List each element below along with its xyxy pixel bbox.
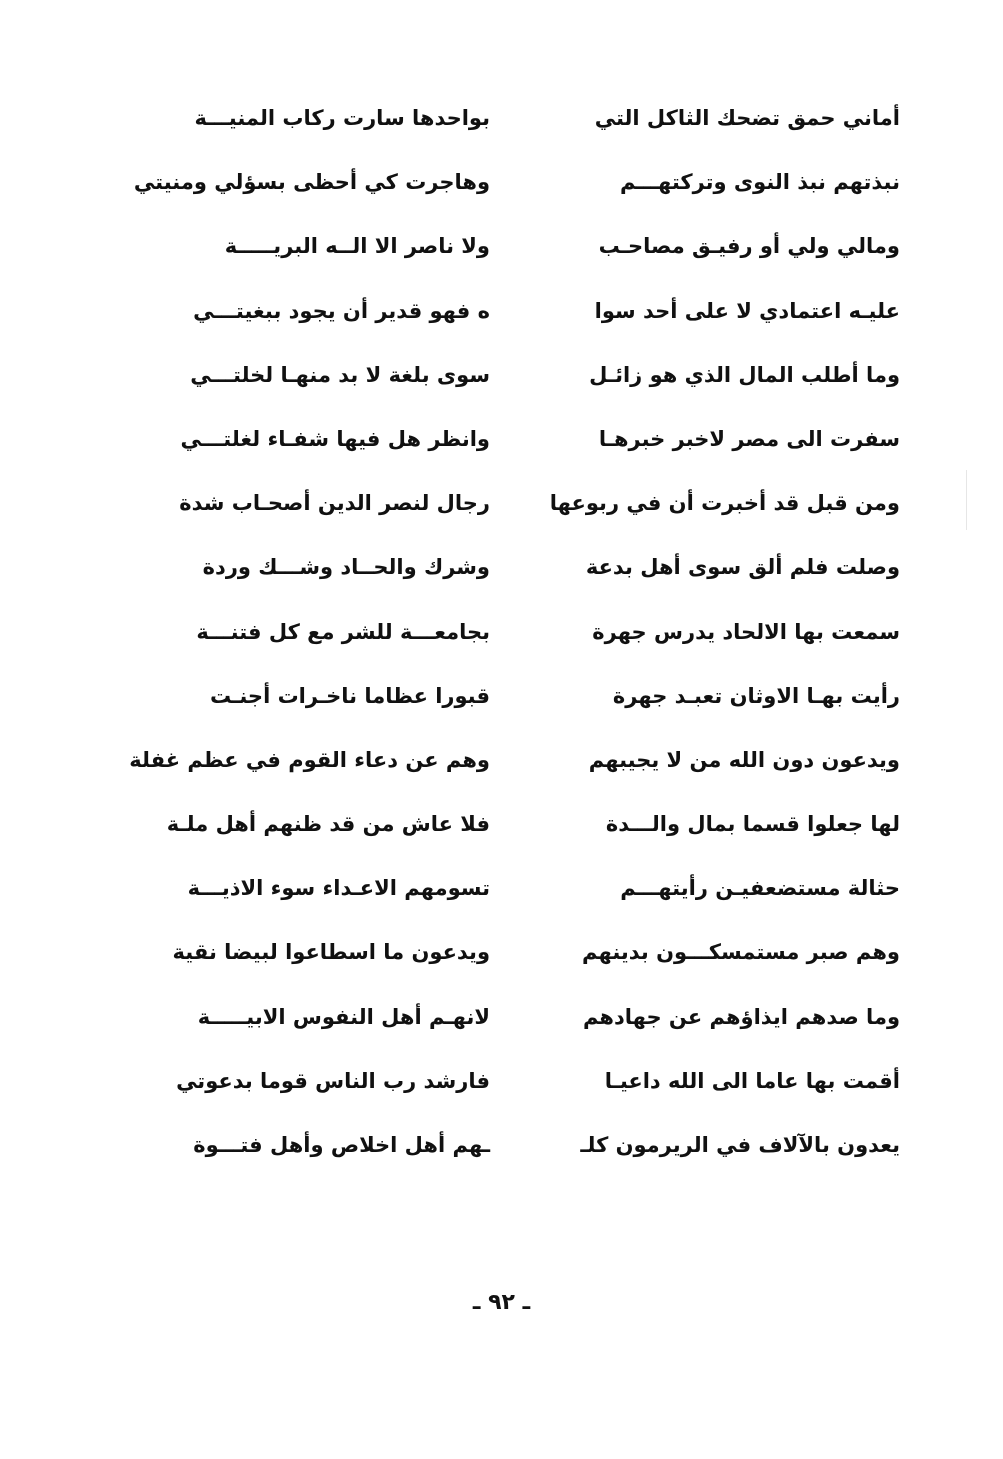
verse-line	[150, 1113, 910, 1177]
verse-line	[150, 535, 910, 599]
verse-line	[150, 471, 910, 535]
first-hemistich: نبذتهم نبذ النوى وتركتهـــم	[619, 170, 900, 195]
first-hemistich: ويدعون دون الله من لا يجيبهم	[588, 747, 900, 772]
second-hemistich: وشرك والحــاد وشـــك وردة	[202, 555, 490, 580]
second-hemistich: سوى بلغة لا بد منهـا لخلتـــي	[190, 362, 490, 387]
verse-line	[150, 1049, 910, 1113]
second-hemistich: لانهـم أهل النفوس الابيـــــة	[197, 1004, 490, 1029]
verse-line	[150, 792, 910, 856]
second-hemistich: فارشد رب الناس قوما بدعوتي	[176, 1068, 490, 1093]
first-hemistich: رأيت بهـا الاوثان تعبـد جهرة	[612, 683, 900, 708]
second-hemistich: ولا ناصر الا الــه البريـــــة	[224, 234, 490, 259]
second-hemistich: رجال لنصر الدين أصحـاب شدة	[179, 491, 490, 516]
second-hemistich: وهاجرت كي أحظى بسؤلي ومنيتي	[133, 170, 490, 195]
verse-line	[133, 150, 910, 214]
first-hemistich: يعدون بالآلاف في الريرمون كلـ	[580, 1133, 900, 1157]
verse-line	[150, 279, 910, 343]
first-hemistich: أقمت بها عاما الى الله داعيـا	[604, 1068, 900, 1093]
verse-line	[150, 214, 910, 278]
scan-mark	[966, 470, 967, 530]
first-hemistich: ومن قبل قد أخبرت أن في ربوعها	[549, 491, 900, 516]
second-hemistich: تسومهم الاعـداء سوء الاذيـــة	[187, 876, 490, 901]
first-hemistich: أماني حمق تضحك الثاكل التي	[594, 106, 900, 130]
first-hemistich: سفرت الى مصر لاخبر خبرهـا	[598, 426, 900, 451]
second-hemistich: بواحدها سارت ركاب المنيـــة	[194, 106, 490, 130]
page-number: ـ ٩٢ ـ	[472, 1290, 531, 1315]
verse-line	[150, 856, 910, 920]
second-hemistich: ه فهو قدير أن يجود ببغيتـــي	[193, 298, 490, 323]
verse-line	[150, 985, 910, 1049]
second-hemistich: بجامعـــة للشر مع كل فتنـــة	[196, 619, 490, 644]
first-hemistich: وهم صبر مستمسكـــون بدينهم	[582, 940, 900, 965]
second-hemistich: فلا عاش من قد ظنهم أهل ملـة	[166, 812, 490, 837]
first-hemistich: ومالي ولي أو رفيـق مصاحـب	[598, 234, 900, 259]
verse-line	[150, 407, 910, 471]
poem	[129, 86, 910, 1177]
verse-line	[150, 600, 910, 664]
verse-line	[150, 664, 910, 728]
verse-line	[129, 728, 910, 792]
first-hemistich: وما صدهم ايذاؤهم عن جهادهم	[582, 1004, 900, 1029]
verse-line	[150, 343, 910, 407]
first-hemistich: حثالة مستضعفيـن رأيتهـــم	[620, 876, 900, 901]
verse-line	[150, 86, 910, 150]
first-hemistich: وصلت فلم ألق سوى أهل بدعة	[585, 555, 900, 580]
second-hemistich: قبورا عظاما ناخـرات أجنـت	[209, 683, 490, 708]
first-hemistich: لها جعلوا قسما بمال والـــدة	[605, 812, 900, 837]
second-hemistich: وهم عن دعاء القوم في عظم غفلة	[129, 747, 490, 772]
first-hemistich: وما أطلب المال الذي هو زائـل	[589, 362, 900, 387]
verse-line	[150, 920, 910, 984]
second-hemistich: وانظر هل فيها شفـاء لغلتـــي	[180, 426, 490, 451]
first-hemistich: سمعت بها الالحاد يدرس جهرة	[592, 619, 900, 644]
second-hemistich: ويدعون ما اسطاعوا لبيضا نقية	[172, 940, 490, 965]
first-hemistich: عليـه اعتمادي لا على أحد سوا	[594, 298, 900, 323]
second-hemistich: ـهم أهل اخلاص وأهل فتـــوة	[193, 1133, 490, 1157]
